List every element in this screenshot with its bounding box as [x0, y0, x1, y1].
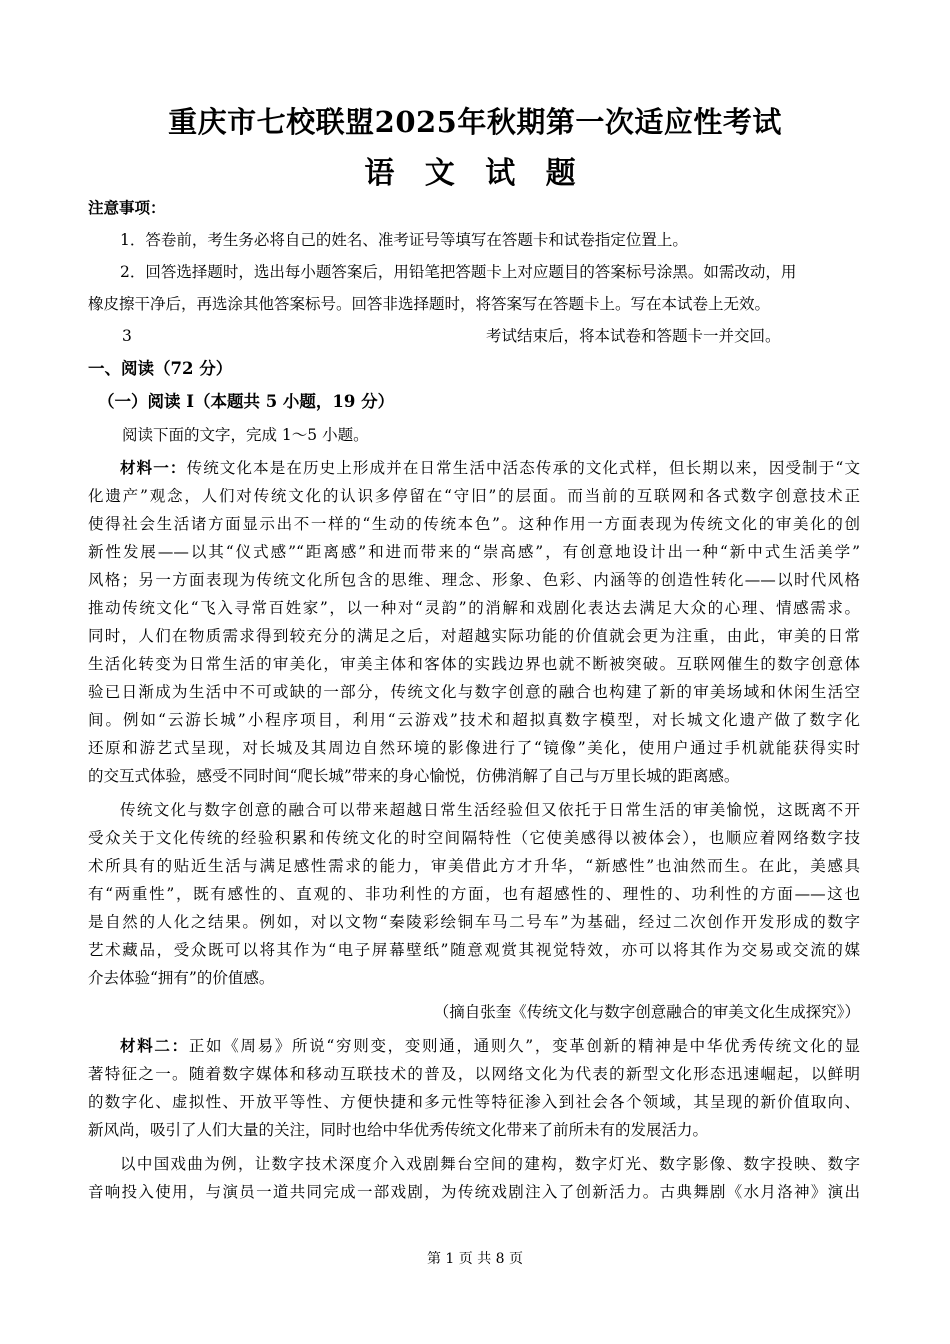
material-1-label: 材料一：: [120, 458, 187, 477]
material-2-first-line: [120, 1036, 860, 1056]
material-1-line: 的交互式体验，感受不同时间“爬长城”带来的身心愉悦，仿佛消解了自己与万里长城的距离感。: [88, 767, 740, 785]
material-1-line: 同时，人们在物质需求得到较充分的满足之后，对超越实际功能的价值就会更为注重，由此，审美的日常: [88, 627, 860, 645]
exam-subtitle: 语 文 试 题: [364, 156, 586, 191]
material-1-line: 验已日渐成为生活中不可或缺的一部分，传统文化与数字创意的融合也构建了新的审美场域和休闲生活空: [88, 683, 860, 701]
material-1-p2-line: 受众关于文化传统的经验积累和传统文化的时空间隔特性（它使美感得以被体会），也顺应着网络数字技: [88, 829, 860, 847]
exam-title: 重庆市七校联盟2025年秋期第一次适应性考试: [168, 105, 782, 139]
material-1-source: （摘自张奎《传统文化与数字创意融合的审美文化生成探究》）: [433, 1003, 860, 1021]
notice-item-2-line-1: 2．回答选择题时，选出每小题答案后，用铅笔把答题卡上对应题目的答案标号涂黑。如需改动，用: [120, 263, 797, 281]
section-heading: 一、阅读（72 分）: [88, 359, 233, 378]
material-1-p2-line: 介去体验“拥有”的价值感。: [88, 969, 275, 987]
sub-section-heading: （一）阅读 I（本题共 5 小题，19 分）: [98, 392, 395, 411]
material-1-p2-line: 艺术藏品，受众既可以将其作为“电子屏幕壁纸”随意观赏其视觉特效，亦可以将其作为交易或交流的媒: [88, 941, 860, 959]
material-1-first-line: [120, 458, 860, 478]
material-1-line: 生活化转变为日常生活的审美化，审美主体和客体的实践边界也就不断被突破。互联网催生的数字创意体: [88, 655, 860, 673]
notice-heading: 注意事项：: [88, 198, 166, 217]
material-1-line: 间。例如“云游长城”小程序项目，利用“云游戏”技术和超拟真数字模型，对长城文化遗产做了数字化: [88, 711, 860, 729]
material-1-p2-line: 传统文化与数字创意的融合可以带来超越日常生活经验但又依托于日常生活的审美愉悦，这既离不开: [120, 801, 860, 819]
material-1-line: 风格；另一方面表现为传统文化所包含的思维、理念、形象、色彩、内涵等的创造性转化——以时代风格: [88, 571, 860, 589]
reading-instruction: 阅读下面的文字，完成 1～5 小题。: [122, 426, 369, 444]
material-1-p2-line: 术所具有的贴近生活与满足感性需求的能力，审美借此方才升华，“新感性”也油然而生。在此，美感具: [88, 857, 860, 875]
material-2-line: 的数字化、虚拟性、开放平等性、方便快捷和多元性等特征渗入到社会各个领域，其呈现的新价值取向、: [88, 1093, 860, 1111]
notice-item-3-text: 考试结束后，将本试卷和答题卡一并交回。: [486, 327, 781, 345]
material-2-line: 著特征之一。随着数字媒体和移动互联技术的普及，以网络文化为代表的新型文化形态迅速崛起，以鲜明: [88, 1065, 860, 1083]
material-1-line: 化遗产”观念，人们对传统文化的认识多停留在“守旧”的层面。而当前的互联网和各式数字创意技术正: [88, 487, 860, 505]
material-2-p2-line: 音响投入使用，与演员一道共同完成一部戏剧，为传统戏剧注入了创新活力。古典舞剧《水月洛神》演出: [88, 1183, 860, 1201]
material-2-line: 新风尚，吸引了人们大量的关注，同时也给中华优秀传统文化带来了前所未有的发展活力。: [88, 1121, 709, 1139]
material-1-p2-line: 是自然的人化之结果。例如，对以文物“秦陵彩绘铜车马二号车”为基础，经过二次创作开发形成的数字: [88, 913, 860, 931]
notice-item-1: 1．答卷前，考生务必将自己的姓名、准考证号等填写在答题卡和试卷指定位置上。: [120, 231, 688, 249]
material-1-line: 传统文化本是在历史上形成并在日常生活中活态传承的文化式样，但长期以来，因受制于“文: [186, 459, 860, 477]
material-1-line: 还原和游艺式呈现，对长城及其周边自然环境的影像进行了“镜像”美化，使用户通过手机就能获得实时: [88, 739, 860, 757]
notice-item-2-line-2: 橡皮擦干净后，再选涂其他答案标号。回答非选择题时，将答案写在答题卡上。写在本试卷上无效。: [88, 295, 771, 313]
material-1-line: 使得社会生活诸方面显示出不一样的“生动的传统本色”。这种作用一方面表现为传统文化的审美化的创: [88, 515, 860, 533]
material-2-p2-line: 以中国戏曲为例，让数字技术深度介入戏剧舞台空间的建构，数字灯光、数字影像、数字投映、数字: [120, 1155, 860, 1173]
material-1-line: 新性发展——以其“仪式感”“距离感”和进而带来的“崇高感”，有创意地设计出一种“新中式生活美学”: [88, 543, 860, 561]
material-1-p2-line: 有“两重性”，既有感性的、直观的、非功利性的方面，也有超感性的、理性的、功利性的方面——这也: [88, 885, 860, 903]
material-2-label: 材料二：: [120, 1036, 189, 1055]
material-1-line: 推动传统文化“飞入寻常百姓家”，以一种对“灵韵”的消解和戏剧化表达去满足大众的心理、情感需求。: [88, 599, 860, 617]
notice-item-3-number: 3: [122, 327, 132, 345]
material-2-line: 正如《周易》所说“穷则变，变则通，通则久”，变革创新的精神是中华优秀传统文化的显: [188, 1037, 860, 1055]
page-footer: 第 1 页 共 8 页: [426, 1251, 524, 1267]
